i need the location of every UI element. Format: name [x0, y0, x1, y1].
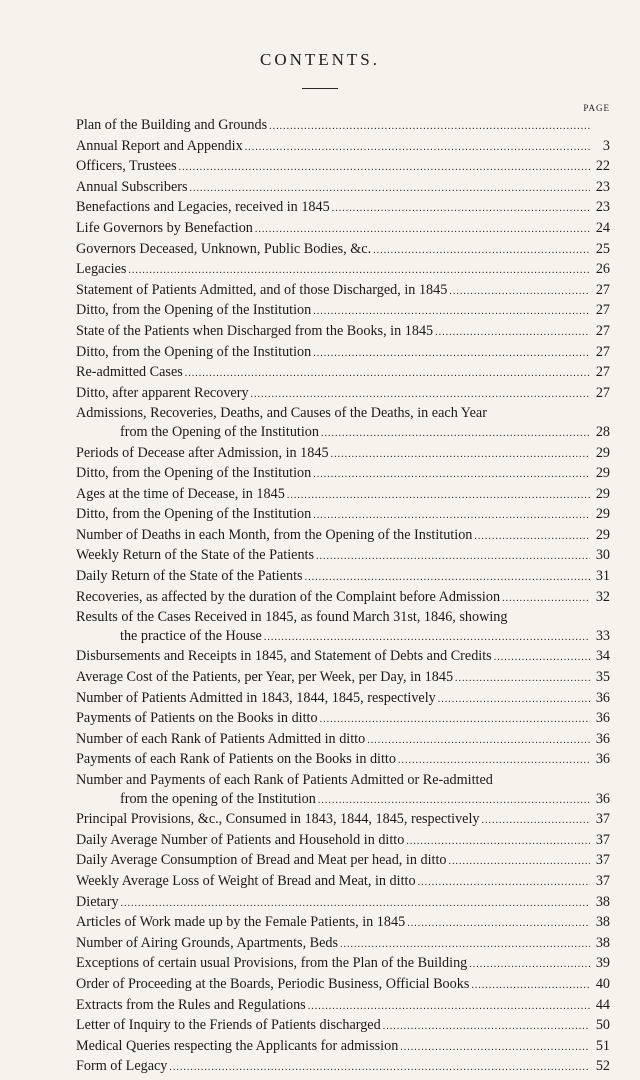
dot-leader: [469, 956, 590, 975]
entry-title: Extracts from the Rules and Regulations: [76, 996, 306, 1013]
dot-leader: [502, 590, 590, 609]
dot-leader: [308, 998, 590, 1017]
entry-page-number: 22: [595, 158, 610, 175]
entry-page-number: 29: [595, 444, 610, 461]
dot-leader: [406, 833, 590, 852]
entry-page-number: 25: [595, 240, 610, 257]
entry-title-continuation: the practice of the House: [120, 627, 262, 644]
entry-title: Medical Queries respecting the Applicants for admission: [76, 1037, 399, 1054]
entry-title: Benefactions and Legacies, received in 1845: [76, 199, 330, 216]
dot-leader: [494, 649, 590, 668]
contents-entry: [76, 810, 610, 831]
entry-page-number: 39: [595, 955, 610, 972]
entry-page-number: 29: [595, 465, 610, 482]
contents-entry: [76, 444, 610, 465]
dot-leader: [340, 936, 590, 955]
entry-title: Disbursements and Receipts in 1845, and Statement of Debts and Credits: [76, 648, 492, 665]
entry-page-number: 40: [595, 975, 610, 992]
dot-leader: [482, 812, 590, 831]
entry-title: Officers, Trustees: [76, 158, 177, 175]
dot-leader: [400, 1039, 590, 1058]
entry-page-number: 27: [595, 364, 610, 381]
entry-page-number: 29: [595, 506, 610, 523]
entry-title: Ditto, from the Opening of the Institution: [76, 302, 312, 319]
entry-title: Number of Deaths in each Month, from the Opening of the Institution: [76, 526, 473, 543]
entry-page-number: 36: [595, 710, 610, 727]
entry-page-number: 26: [595, 261, 610, 278]
dot-leader: [185, 365, 590, 384]
entry-title: Results of the Cases Received in 1845, as found March 31st, 1846, showing: [76, 609, 508, 626]
contents-entry: [76, 689, 610, 710]
dot-leader: [331, 446, 590, 465]
entry-page-number: 38: [595, 893, 610, 910]
contents-entry: [76, 872, 610, 893]
contents-entry: [76, 485, 610, 506]
contents-entry: [76, 975, 610, 996]
dot-leader: [407, 915, 590, 934]
page-title: CONTENTS.: [259, 50, 381, 69]
dot-leader: [367, 732, 590, 751]
entry-title: Payments of each Rank of Patients on the Books in ditto: [76, 751, 396, 768]
entry-page-number: 30: [595, 547, 610, 564]
entry-title: Ditto, after apparent Recovery: [76, 384, 249, 401]
dot-leader: [332, 200, 590, 219]
entry-page-number: 38: [595, 914, 610, 931]
contents-entry: [76, 709, 610, 730]
entry-page-number: 23: [595, 199, 610, 216]
entry-title-continuation: from the opening of the Institution: [120, 790, 316, 807]
title-rule: [302, 88, 338, 89]
entry-title: Ditto, from the Opening of the Institution: [76, 343, 312, 360]
entry-title: Governors Deceased, Unknown, Public Bodies, &c.: [76, 240, 372, 257]
dot-leader: [373, 242, 590, 261]
entry-title: Average Cost of the Patients, per Year, per Week, per Day, in 1845: [76, 669, 454, 686]
entry-title: Number and Payments of each Rank of Patients Admitted or Re-admitted: [76, 772, 493, 788]
entry-title: Ages at the time of Decease, in 1845: [76, 485, 285, 502]
entry-title: Admissions, Recoveries, Deaths, and Causes of the Deaths, in each Year: [76, 405, 487, 422]
contents-entry: [76, 608, 610, 647]
contents-entry: [76, 198, 610, 219]
dot-leader: [321, 425, 590, 444]
contents-entry: [76, 1057, 610, 1078]
entry-title: Order of Proceeding at the Boards, Periodic Business, Official Books: [76, 975, 470, 992]
dot-leader: [383, 1018, 590, 1037]
entry-page-number: 29: [595, 526, 610, 543]
entry-page-number: 31: [595, 568, 610, 585]
entry-title: Daily Return of the State of the Patients: [76, 568, 303, 585]
entry-title: Legacies: [76, 261, 127, 278]
entry-page-number: 38: [595, 934, 610, 951]
contents-entry: [76, 996, 610, 1017]
entry-page-number: 24: [595, 219, 610, 236]
entry-page-number: 37: [595, 831, 610, 848]
contents-entry: [76, 1037, 610, 1058]
entry-title: Number of Patients Admitted in 1843, 1844, 1845, respectively: [76, 689, 436, 706]
entry-page-number: 29: [595, 485, 610, 502]
entry-page-number: 36: [595, 751, 610, 768]
entry-page-number: 33: [595, 627, 610, 644]
entry-title: Daily Average Number of Patients and Household in ditto: [76, 831, 405, 848]
entry-page-number: 27: [595, 281, 610, 298]
contents-entry: [76, 178, 610, 199]
contents-entry: [76, 219, 610, 240]
dot-leader: [455, 670, 590, 689]
contents-entry: [76, 343, 610, 364]
entry-title: Exceptions of certain usual Provisions, from the Plan of the Building: [76, 955, 468, 972]
contents-entry: [76, 831, 610, 852]
dot-leader: [449, 283, 590, 302]
entry-page-number: 35: [595, 669, 610, 686]
entry-title: Principal Provisions, &c., Consumed in 1843, 1844, 1845, respectively: [76, 811, 480, 828]
entry-page-number: 51: [595, 1037, 610, 1054]
dot-leader: [313, 507, 590, 526]
contents-entry: [76, 954, 610, 975]
entry-title: Ditto, from the Opening of the Institution: [76, 465, 312, 482]
entry-page-number: 23: [595, 178, 610, 195]
contents-entry: [76, 1016, 610, 1037]
entry-page-number: 36: [595, 790, 610, 807]
contents-entry: [76, 668, 610, 689]
entry-title: Re-admitted Cases: [76, 364, 183, 381]
dot-leader: [438, 691, 590, 710]
dot-leader: [305, 569, 590, 588]
entry-title: Weekly Average Loss of Weight of Bread and Meat, in ditto: [76, 872, 416, 889]
contents-entry: [76, 934, 610, 955]
dot-leader: [255, 221, 590, 240]
entry-title: Payments of Patients on the Books in ditto: [76, 710, 318, 727]
contents-entry: [76, 588, 610, 609]
contents-entry: [76, 505, 610, 526]
dot-leader: [418, 874, 590, 893]
contents-entry: [76, 281, 610, 302]
entry-title: Number of Airing Grounds, Apartments, Beds: [76, 934, 339, 951]
contents-list: [76, 116, 610, 1078]
dot-leader: [435, 324, 590, 343]
entry-page-number: 28: [595, 423, 610, 440]
dot-leader: [316, 548, 590, 567]
dot-leader: [313, 345, 590, 364]
entry-title: Ditto, from the Opening of the Institution: [76, 506, 312, 523]
contents-entry: [76, 137, 610, 158]
dot-leader: [251, 386, 590, 405]
entry-page-number: 37: [595, 852, 610, 869]
contents-entry: [76, 322, 610, 343]
entry-page-number: 3: [602, 137, 610, 154]
contents-entry: [76, 546, 610, 567]
contents-entry: [76, 526, 610, 547]
entry-title: Statement of Patients Admitted, and of those Discharged, in 1845: [76, 281, 448, 298]
entry-page-number: 36: [595, 689, 610, 706]
entry-title: Dietary: [76, 893, 119, 910]
entry-page-number: 44: [595, 996, 610, 1013]
dot-leader: [179, 159, 590, 178]
contents-entry: [76, 116, 610, 137]
page-column-label: PAGE: [583, 103, 610, 113]
contents-entry: [76, 851, 610, 872]
entry-title: Periods of Decease after Admission, in 1845: [76, 444, 329, 461]
entry-page-number: 37: [595, 872, 610, 889]
dot-leader: [269, 118, 590, 137]
entry-page-number: 27: [595, 302, 610, 319]
contents-entry: [76, 893, 610, 914]
entry-title: Plan of the Building and Grounds: [76, 117, 268, 133]
dot-leader: [313, 303, 590, 322]
entry-title: Annual Report and Appendix: [76, 137, 243, 154]
entry-page-number: 37: [595, 811, 610, 828]
entry-page-number: 27: [595, 322, 610, 339]
dot-leader: [320, 711, 590, 730]
entry-page-number: 32: [595, 588, 610, 605]
contents-entry: [76, 913, 610, 934]
dot-leader: [128, 262, 590, 281]
entry-title: Articles of Work made up by the Female Patients, in 1845: [76, 914, 406, 931]
contents-entry: [76, 750, 610, 771]
entry-title: Annual Subscribers: [76, 178, 188, 195]
entry-title: Recoveries, as affected by the duration of the Complaint before Admission: [76, 588, 501, 605]
dot-leader: [449, 853, 591, 872]
entry-page-number: 27: [595, 384, 610, 401]
contents-entry: [76, 301, 610, 322]
entry-title: Letter of Inquiry to the Friends of Patients discharged: [76, 1017, 381, 1034]
entry-page-number: 34: [595, 648, 610, 665]
dot-leader: [245, 139, 590, 158]
entry-title: Number of each Rank of Patients Admitted in ditto: [76, 730, 366, 747]
contents-entry: [76, 771, 610, 810]
dot-leader: [190, 180, 590, 199]
entry-title: Life Governors by Benefaction: [76, 219, 253, 236]
dot-leader: [264, 629, 590, 648]
contents-entry: [76, 260, 610, 281]
dot-leader: [169, 1059, 590, 1078]
dot-leader: [313, 466, 590, 485]
entry-page-number: 27: [595, 343, 610, 360]
entry-title: Daily Average Consumption of Bread and Meat per head, in ditto: [76, 852, 447, 869]
entry-title-continuation: from the Opening of the Institution: [120, 423, 319, 440]
entry-page-number: 36: [595, 730, 610, 747]
contents-entry: [76, 157, 610, 178]
contents-entry: [76, 384, 610, 405]
contents-entry: [76, 363, 610, 384]
entry-page-number: 50: [595, 1017, 610, 1034]
dot-leader: [287, 487, 590, 506]
entry-title: State of the Patients when Discharged from the Books, in 1845: [76, 322, 434, 339]
contents-entry: [76, 240, 610, 261]
entry-title: Form of Legacy: [76, 1058, 168, 1075]
contents-entry: [76, 464, 610, 485]
entry-page-number: 52: [595, 1058, 610, 1075]
contents-entry: [76, 647, 610, 668]
dot-leader: [474, 528, 590, 547]
contents-entry: [76, 730, 610, 751]
contents-entry: [76, 404, 610, 443]
contents-entry: [76, 567, 610, 588]
dot-leader: [121, 895, 590, 914]
dot-leader: [471, 977, 590, 996]
dot-leader: [398, 752, 590, 771]
dot-leader: [318, 792, 590, 811]
entry-title: Weekly Return of the State of the Patients: [76, 547, 315, 564]
